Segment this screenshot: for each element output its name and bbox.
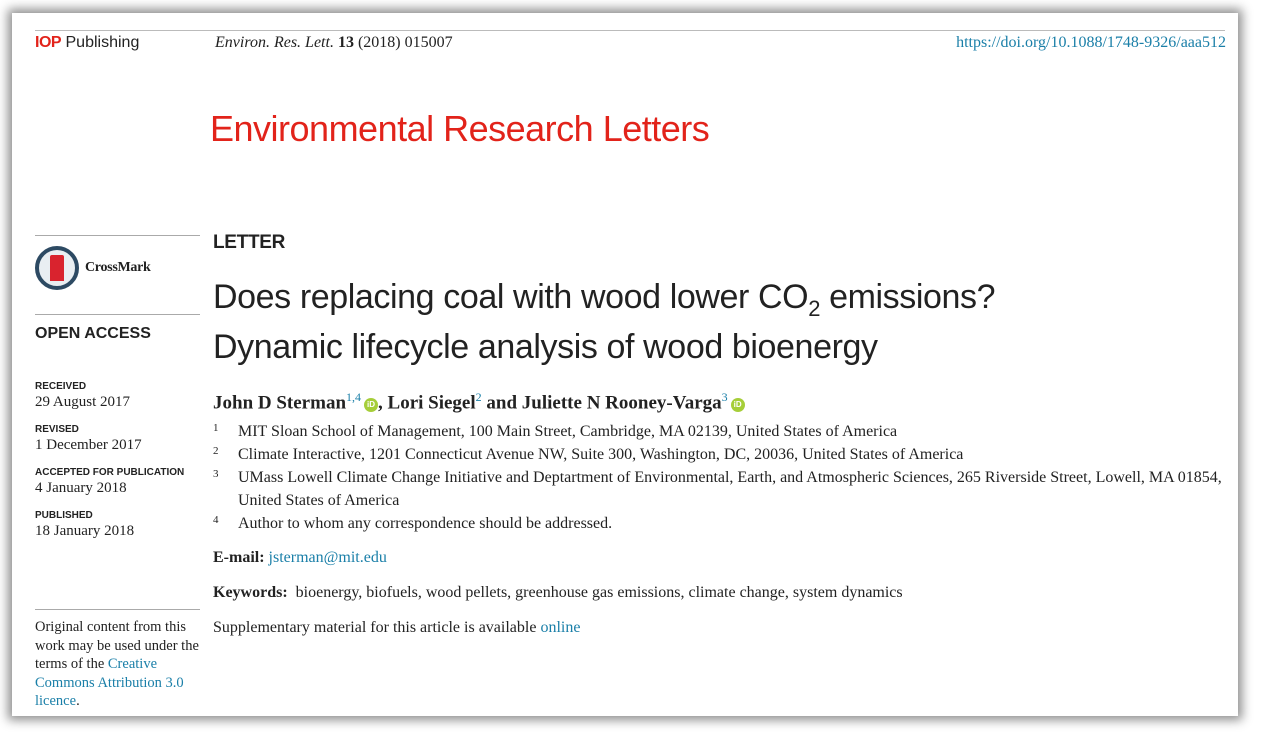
affiliations <box>213 420 1223 535</box>
supplementary-text: Supplementary material for this article is available <box>213 619 541 637</box>
iop-publishing-logo[interactable] <box>35 34 139 52</box>
author-affil-ref[interactable]: 2 <box>475 390 482 404</box>
title-text: Does replacing coal with wood lower CO <box>213 278 809 316</box>
sidebar-rule <box>35 235 200 236</box>
title-line-1 <box>213 272 1223 322</box>
supplementary-link[interactable]: online <box>540 619 581 637</box>
affiliation-number: 2 <box>213 445 219 458</box>
date-value: 29 August 2017 <box>35 394 131 410</box>
date-value: 1 December 2017 <box>35 437 142 453</box>
publication-dates <box>35 381 200 540</box>
journal-citation <box>215 34 453 52</box>
header-rule <box>35 30 1225 31</box>
author-affil-ref[interactable]: 1,4 <box>346 390 362 404</box>
affiliation-item <box>213 466 1223 512</box>
affiliation-item <box>213 420 1223 443</box>
article-type: LETTER <box>213 232 286 253</box>
date-label: REVISED <box>35 424 79 435</box>
author-name[interactable]: Juliette N Rooney-Varga <box>521 392 722 414</box>
orcid-icon[interactable]: iD <box>364 398 378 412</box>
journal-title: Environmental Research Letters <box>210 108 710 149</box>
sidebar <box>35 235 200 553</box>
keywords-label: Keywords: <box>213 584 288 602</box>
article-main <box>213 232 1223 637</box>
article-page <box>18 18 1236 716</box>
affiliation-item <box>213 512 1223 535</box>
journal-volume: 13 <box>337 34 354 51</box>
journal-abbrev: Environ. Res. Lett. <box>215 34 334 51</box>
affiliation-number: 3 <box>213 468 219 481</box>
author-affil-ref[interactable]: 3 <box>721 390 728 404</box>
crossmark-label: CrossMark <box>85 260 151 275</box>
email-line <box>213 549 1223 567</box>
author-separator: and <box>481 392 522 414</box>
crossmark-icon <box>35 246 79 290</box>
doi-link[interactable]: https://doi.org/10.1088/1748-9326/aaa512 <box>956 34 1226 51</box>
supplementary-line <box>213 619 1223 637</box>
license-link[interactable]: Creative Commons Attribution 3.0 licence <box>35 656 184 709</box>
keywords-list: bioenergy, biofuels, wood pellets, greenhouse gas emissions, climate change, system dynamics <box>295 584 903 602</box>
keywords-line <box>213 584 1223 602</box>
affiliation-text: Climate Interactive, 1201 Connecticut Avenue NW, Suite 300, Washington, DC, 20036, United States of America <box>238 446 964 464</box>
email-link[interactable]: jsterman@mit.edu <box>268 549 387 567</box>
article-title <box>213 272 1223 372</box>
logo-publishing: Publishing <box>61 34 140 51</box>
date-value: 18 January 2018 <box>35 523 135 539</box>
date-revised <box>35 424 200 454</box>
date-label: RECEIVED <box>35 381 87 392</box>
open-access-label: OPEN ACCESS <box>35 314 200 343</box>
journal-year-article: (2018) 015007 <box>353 34 453 51</box>
affiliation-text: UMass Lowell Climate Change Initiative and Deptartment of Environmental, Earth, and Atmospheric Sciences, 265 Riverside Street, Lowell, MA 01854, United States of America <box>238 469 1222 510</box>
date-accepted <box>35 467 200 497</box>
author-separator: , <box>378 392 388 414</box>
crossmark-button[interactable] <box>35 244 200 292</box>
date-value: 4 January 2018 <box>35 480 127 496</box>
title-line-2: Dynamic lifecycle analysis of wood bioenergy <box>213 328 878 366</box>
license-text: Original content from this work may be used under the terms of the <box>35 619 199 672</box>
affiliation-number: 4 <box>213 514 219 527</box>
logo-iop: IOP <box>35 34 62 51</box>
date-label: PUBLISHED <box>35 510 93 521</box>
email-label: E-mail: <box>213 549 265 567</box>
affiliation-text: MIT Sloan School of Management, 100 Main Street, Cambridge, MA 02139, United States of America <box>238 423 898 441</box>
date-published <box>35 510 200 540</box>
license-end: . <box>76 693 80 709</box>
affiliation-number: 1 <box>213 422 219 435</box>
author-name[interactable]: Lori Siegel <box>387 392 476 414</box>
date-received <box>35 381 200 411</box>
date-label: ACCEPTED FOR PUBLICATION <box>35 467 185 478</box>
title-subscript: 2 <box>808 296 821 321</box>
title-text: emissions? <box>820 278 996 316</box>
orcid-icon[interactable]: iD <box>731 398 745 412</box>
affiliation-item <box>213 443 1223 466</box>
affiliation-text: Author to whom any correspondence should be addressed. <box>238 515 613 533</box>
author-name[interactable]: John D Sterman <box>213 392 347 414</box>
license-notice <box>35 609 200 711</box>
author-list <box>213 390 1223 414</box>
